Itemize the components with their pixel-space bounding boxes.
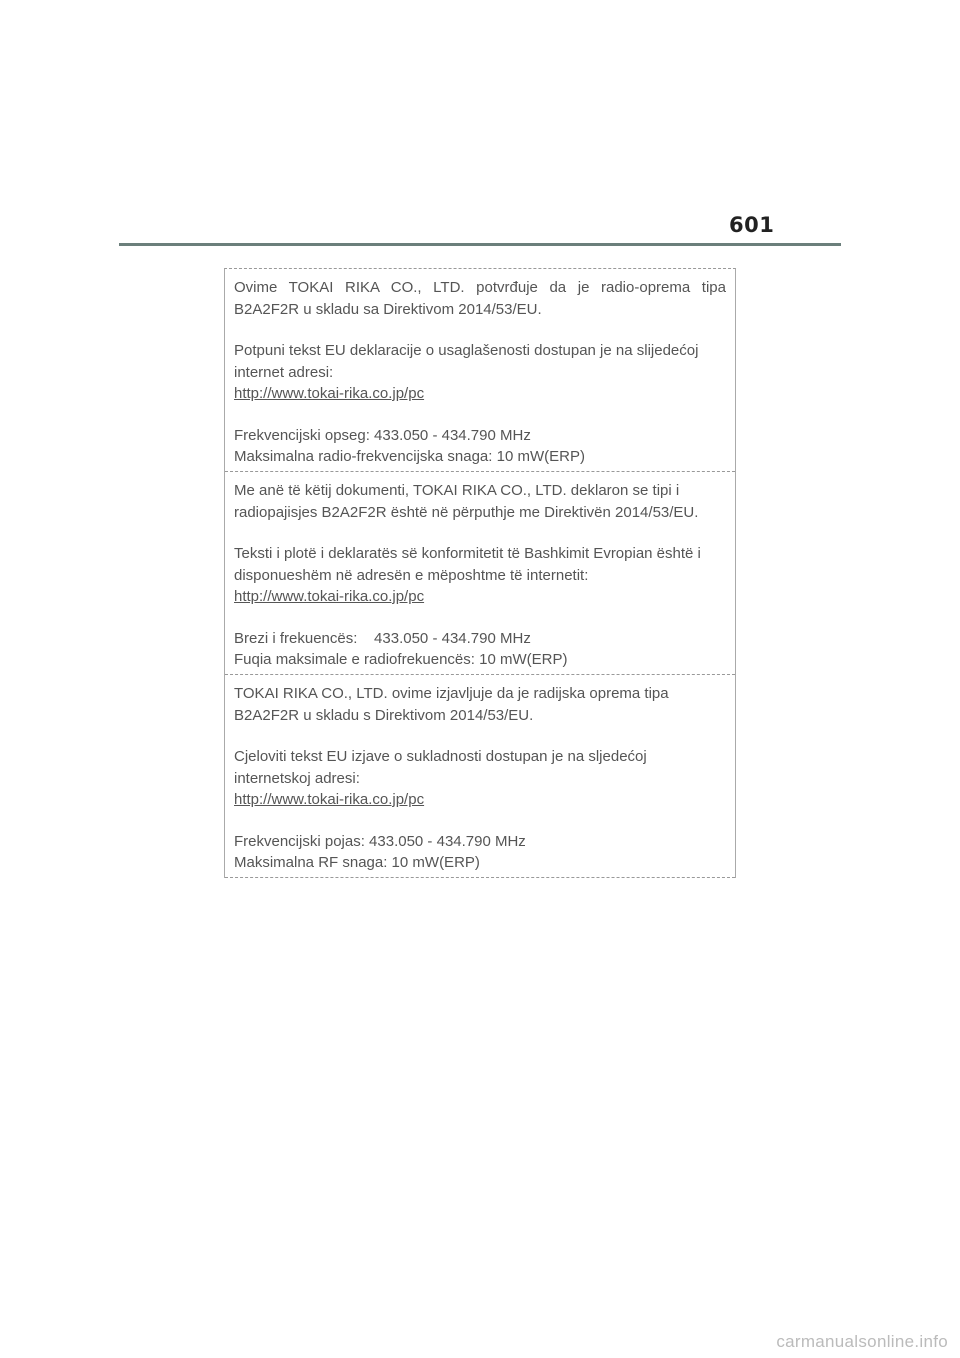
availability-text: Cjeloviti tekst EU izjave o sukladnosti dostupan je na sljedećoj — [234, 748, 647, 765]
frequency-text: Brezi i frekuencës: 433.050 - 434.790 MHz — [234, 629, 531, 647]
page-number: 601 — [729, 213, 775, 237]
declaration-text: radiopajisjes B2A2F2R është në përputhje me Direktivën 2014/53/EU. — [234, 503, 699, 521]
declaration-text: B2A2F2R u skladu sa Direktivom 2014/53/EU. — [234, 300, 542, 318]
declaration-text: TOKAI RIKA CO., LTD. ovime izjavljuje da je radijska oprema tipa — [234, 685, 669, 702]
header-rule — [119, 243, 841, 246]
declaration-url-link[interactable]: http://www.tokai-rika.co.jp/pc — [234, 791, 425, 808]
declaration-section-albanian — [225, 472, 735, 675]
availability-text: internetskoj adresi: — [234, 769, 360, 787]
availability-text: Potpuni tekst EU deklaracije o usaglašenosti dostupan je na slijedećoj — [234, 342, 699, 359]
frequency-text: Frekvencijski opseg: 433.050 - 434.790 MHz — [234, 426, 531, 444]
declaration-text: B2A2F2R u skladu s Direktivom 2014/53/EU. — [234, 706, 534, 724]
power-text: Maksimalna RF snaga: 10 mW(ERP) — [234, 854, 480, 871]
availability-text: internet adresi: — [234, 363, 334, 381]
frequency-text: Frekvencijski pojas: 433.050 - 434.790 MHz — [234, 832, 526, 850]
declaration-text: Me anë të këtij dokumenti, TOKAI RIKA CO., LTD. deklaron se tipi i — [234, 482, 680, 499]
availability-text: Teksti i plotë i deklaratës së konformitetit të Bashkimit Evropian është i — [234, 545, 701, 562]
site-watermark: carmanualsonline.info — [776, 1332, 948, 1351]
declaration-url-link[interactable]: http://www.tokai-rika.co.jp/pc — [234, 385, 425, 402]
declaration-section-bosnian — [225, 269, 735, 472]
availability-text: disponueshëm në adresën e mëposhtme të internetit: — [234, 566, 589, 584]
declaration-text: Ovime TOKAI RIKA CO., LTD. potvrđuje da je radio-oprema tipa — [234, 279, 726, 296]
declaration-section-croatian — [225, 675, 735, 878]
power-text: Maksimalna radio-frekvencijska snaga: 10 mW(ERP) — [234, 448, 585, 465]
declarations-box — [224, 268, 736, 878]
power-text: Fuqia maksimale e radiofrekuencës: 10 mW(ERP) — [234, 651, 568, 668]
declaration-url-link[interactable]: http://www.tokai-rika.co.jp/pc — [234, 588, 425, 605]
